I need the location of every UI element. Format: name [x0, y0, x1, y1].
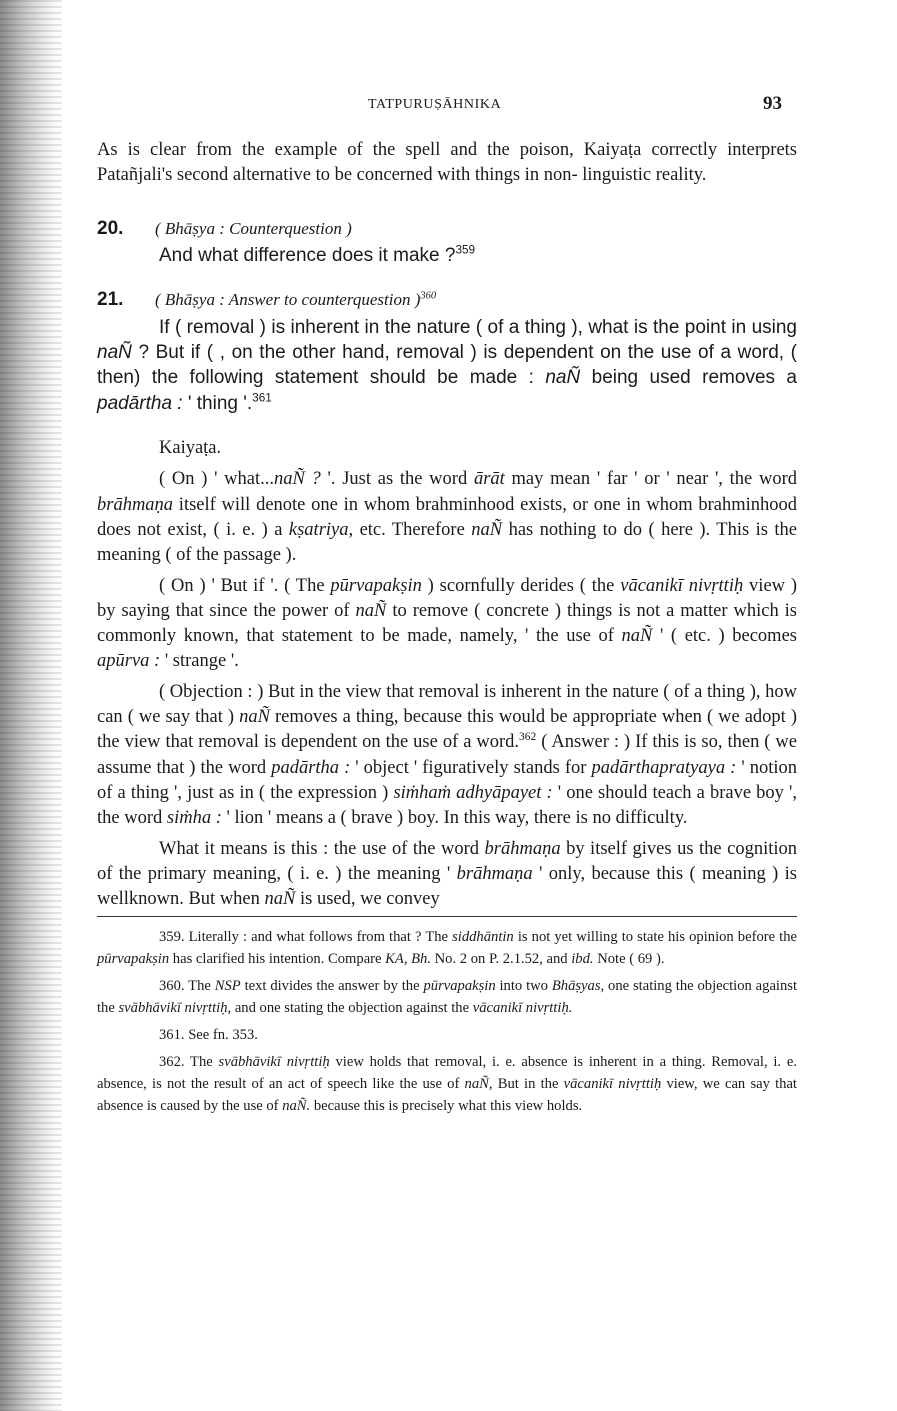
section-21-paragraph [97, 315, 797, 416]
text-run: vācanikī nivṛttiḥ [620, 575, 744, 596]
text-run: siddhāntin [452, 929, 514, 946]
text-run: naÑ [621, 626, 653, 647]
text-run: 359. Literally : and what follows from that ? The [159, 929, 453, 946]
text-run: ? But if ( , on the other hand, removal ) is dependent on the use of a word, ( then) the following statement should be made : [97, 342, 797, 389]
text-run: is used, we convey [295, 889, 440, 910]
intro-paragraph [97, 138, 797, 189]
text-run: If ( removal ) is inherent in the nature ( of a thing ), what is the point in using [159, 316, 797, 338]
footnote-ref: 360 [420, 290, 437, 302]
text-run: because this is precisely what this view holds. [310, 1098, 583, 1115]
text-run: ' strange '. [160, 651, 239, 672]
kaiyata-paragraph-3 [97, 680, 797, 832]
section-21-heading [97, 289, 797, 311]
text-run: one stating the objection against the [97, 978, 798, 1017]
text-run: ( Answer : ) If this is so, then ( we assume that ) the word [97, 732, 798, 778]
scanned-page-spine [0, 0, 62, 1411]
text-run: ( Objection : ) But in the view that removal is inherent in the nature ( of a thing ), how can ( we say that ) [97, 681, 797, 728]
footnote-360 [97, 975, 797, 1019]
text-run: brāhmaṇa [97, 494, 174, 515]
text-run: being used removes a [580, 367, 797, 389]
section-number: 20. [97, 217, 124, 239]
text-run: ' one should teach a brave boy ', the word [97, 782, 797, 829]
text-run: view ) by saying that since the power of [97, 575, 798, 621]
text-run: padārtha : [97, 392, 183, 414]
intro-line: As is clear from the example of the spell and the poison, Kaiyaṭa correctly [97, 140, 718, 160]
text-run: text divides the answer by the [240, 978, 424, 995]
section-20-heading [97, 218, 797, 240]
text-run: view holds that removal, i. e. absence is inherent in a thing. Removal, i. e. absence, is not the result of an act of speech like the use of [97, 1054, 797, 1093]
text-run: ibd. [571, 951, 594, 968]
text-run: vācanikī nivṛttiḥ. [472, 1000, 573, 1017]
text-run: naÑ [239, 707, 270, 728]
text-run: ( Bhāṣya : Answer to counterquestion ) [155, 289, 421, 309]
text-run: 362. The [159, 1054, 219, 1071]
kaiyata-paragraph-2 [97, 574, 797, 675]
text-run: into two [495, 978, 552, 995]
text-run: apūrva : [97, 651, 161, 672]
text-run: etc. Therefore [353, 519, 472, 540]
text-run: 360. The [159, 978, 215, 995]
text-run: ' ( etc. ) becomes [652, 626, 797, 647]
text-run: naÑ ? [274, 469, 321, 490]
text-run: ' notion of a thing ', just as in ( the expression ) [97, 757, 798, 803]
text-run: ) scornfully derides ( the [421, 575, 621, 596]
footnote-ref: 359 [455, 243, 476, 257]
text-run: ārāt [473, 469, 505, 490]
text-run: pūrvapakṣin [97, 951, 170, 968]
section-number: 21. [97, 288, 124, 310]
section-title [155, 290, 436, 310]
intro-line: linguistic reality. [582, 165, 707, 186]
text-run: Bhāṣyas, [551, 978, 605, 995]
text-run: svābhāvikī nivṛttiḥ [218, 1054, 330, 1071]
text-run: vācanikī nivṛttiḥ [563, 1076, 662, 1093]
footnote-ref: 362 [519, 731, 537, 744]
page-header [0, 93, 897, 117]
text-run: pūrvapakṣin [423, 978, 496, 995]
section-20-text [97, 243, 797, 268]
text-run: naÑ, [464, 1076, 493, 1093]
text-run: No. 2 on P. 2.1.52, and [430, 951, 572, 968]
text-run: naÑ [355, 600, 387, 621]
text-run: '. Just as the word [320, 469, 474, 490]
footnote-362 [97, 1051, 797, 1117]
text-run: But in the [492, 1076, 564, 1093]
text-run: has nothing to do ( here ). This is the meaning ( of the passage ). [97, 519, 798, 566]
text-run: itself will denote one in whom brahminhood exists, or one in whom brahminhood does not exist, ( i. e. ) a [97, 494, 797, 540]
kaiyata-heading: Kaiyaṭa. [159, 438, 222, 459]
text-run: naÑ. [282, 1098, 311, 1115]
text-run: naÑ [264, 889, 296, 910]
text-run: ' lion ' means a ( brave ) boy. In this way, there is no difficulty. [221, 808, 688, 829]
text-run: ( On ) ' But if '. ( The [159, 575, 331, 596]
page-number: 93 [763, 93, 782, 114]
footnote-divider [97, 916, 797, 917]
text-run: siṁha : [166, 808, 222, 829]
page-body [97, 138, 797, 1117]
text-run: and one stating the objection against the [231, 1000, 473, 1017]
text-run: ' thing '. [182, 392, 253, 414]
text-run: ( On ) ' what... [159, 469, 274, 490]
text-run: NSP [214, 978, 241, 995]
text-run: padārtha : [271, 757, 351, 778]
text-run: removes a thing, because this would be appropriate when ( we adopt ) the view that removal is dependent on the use of a word. [97, 707, 798, 753]
text-run: to remove ( concrete ) things is not a matter which is commonly known, that statement to be made, namely, ' the use of [97, 600, 797, 647]
footnote-361: 361. See fn. 353. [159, 1027, 258, 1044]
text-run: view, we can say that absence is caused by the use of [97, 1076, 797, 1115]
text-run: naÑ [97, 342, 132, 364]
kaiyata-paragraph-4 [97, 837, 797, 913]
footnote-359 [97, 926, 797, 970]
text-run: naÑ [545, 367, 581, 389]
text-run: What it means is this : the use of the word [159, 838, 485, 859]
text-run: pūrvapakṣin [330, 575, 422, 596]
text-run: ' object ' figuratively stands for [350, 757, 592, 778]
text-run: is not yet willing to state his opinion before the [513, 929, 797, 946]
footnotes [97, 926, 797, 1117]
text-run: kṣatriya, [288, 519, 354, 540]
text-run: siṁhaṁ adhyāpayet : [393, 782, 553, 803]
section-title: ( Bhāṣya : Counterquestion ) [155, 218, 352, 238]
text-run: by itself gives us the cognition of the primary meaning, ( i. e. ) the meaning ' [97, 838, 797, 884]
text-run: brāhmaṇa [456, 863, 533, 884]
text-run: KA, Bh. [385, 951, 431, 968]
text-run: Note ( 69 ). [593, 951, 665, 968]
text-run: has clarified his intention. Compare [169, 951, 386, 968]
intro-line: interprets Patañjali's second alternative to be concerned with things in non- [97, 140, 798, 186]
running-head: TATPURUṢĀHNIKA [368, 97, 502, 112]
text-run: naÑ [471, 519, 503, 540]
text-run: ' only, because this ( meaning ) is wellknown. But when [97, 863, 797, 910]
text-run: may mean ' far ' or ' near ', the word [504, 469, 797, 490]
text-run: brāhmaṇa [484, 838, 561, 859]
footnote-ref: 361 [252, 391, 272, 405]
kaiyata-paragraph-1 [97, 467, 797, 568]
text-run: svābhāvikī nivṛttiḥ, [118, 1000, 232, 1017]
text-run: padārthapratyaya : [591, 757, 737, 778]
text-run: And what difference does it make ? [159, 244, 456, 266]
